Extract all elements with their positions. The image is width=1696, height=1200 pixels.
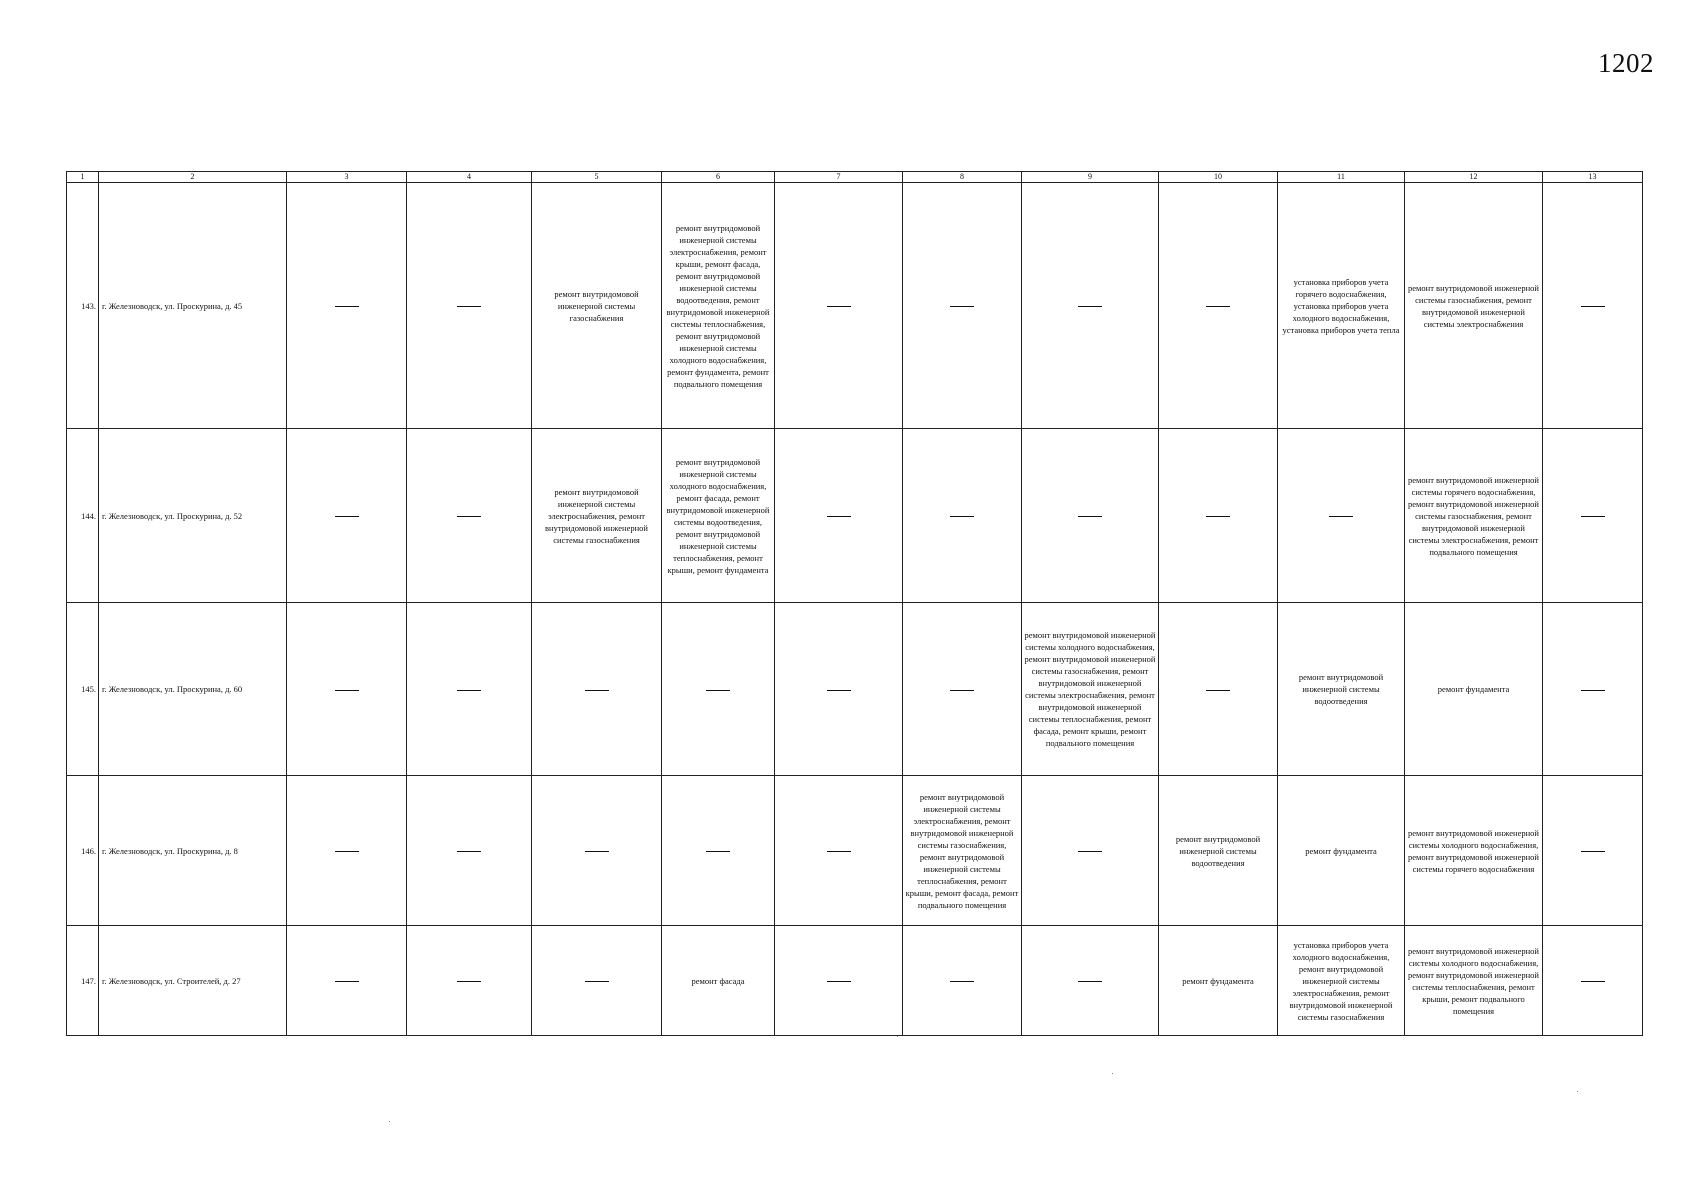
dash-mark bbox=[1078, 306, 1102, 307]
address-cell: г. Железноводск, ул. Проскурина, д. 60 bbox=[99, 603, 287, 776]
dash-mark bbox=[1581, 851, 1605, 852]
dash-mark bbox=[827, 690, 851, 691]
dash-mark bbox=[1206, 516, 1230, 517]
empty-cell bbox=[532, 603, 662, 776]
column-number: 13 bbox=[1543, 172, 1643, 183]
dash-mark bbox=[706, 851, 730, 852]
table-row bbox=[67, 429, 1643, 603]
empty-cell bbox=[903, 429, 1022, 603]
dash-mark bbox=[706, 690, 730, 691]
dash-mark bbox=[335, 690, 359, 691]
empty-cell bbox=[775, 429, 903, 603]
empty-cell bbox=[407, 926, 532, 1036]
column-number: 1 bbox=[67, 172, 99, 183]
work-cell: ремонт внутридомовой инженерной системы газоснабжения, ремонт внутридомовой инженерной системы электроснабжения bbox=[1405, 183, 1543, 429]
empty-cell bbox=[1022, 926, 1159, 1036]
work-cell: ремонт внутридомовой инженерной системы холодного водоснабжения, ремонт внутридомовой инженерной системы горячего водоснабжения bbox=[1405, 776, 1543, 926]
empty-cell bbox=[532, 926, 662, 1036]
table-row bbox=[67, 926, 1643, 1036]
table-body bbox=[67, 172, 1643, 1036]
empty-cell bbox=[1543, 603, 1643, 776]
empty-cell bbox=[407, 183, 532, 429]
work-cell: ремонт внутридомовой инженерной системы электроснабжения, ремонт крыши, ремонт фасада, ремонт внутридомовой инженерной системы водоотведения, ремонт внутридомовой инженерной системы теплоснабжения, ремонт внутридомовой инженерной системы холодного водоснабжения, ремонт фундамента, ремонт подвального помещения bbox=[662, 183, 775, 429]
dash-mark bbox=[827, 306, 851, 307]
empty-cell bbox=[532, 776, 662, 926]
dash-mark bbox=[827, 981, 851, 982]
column-number: 6 bbox=[662, 172, 775, 183]
scan-speck bbox=[897, 1036, 898, 1037]
dash-mark bbox=[585, 851, 609, 852]
column-number: 8 bbox=[903, 172, 1022, 183]
dash-mark bbox=[457, 306, 481, 307]
work-cell: ремонт внутридомовой инженерной системы горячего водоснабжения, ремонт внутридомовой инженерной системы газоснабжения, ремонт внутридомовой инженерной системы электроснабжения, ремонт подвального помещения bbox=[1405, 429, 1543, 603]
row-number: 145. bbox=[67, 603, 99, 776]
row-number: 144. bbox=[67, 429, 99, 603]
address-cell: г. Железноводск, ул. Проскурина, д. 45 bbox=[99, 183, 287, 429]
empty-cell bbox=[775, 926, 903, 1036]
dash-mark bbox=[950, 981, 974, 982]
empty-cell bbox=[287, 429, 407, 603]
empty-cell bbox=[662, 776, 775, 926]
dash-mark bbox=[950, 690, 974, 691]
empty-cell bbox=[1022, 776, 1159, 926]
dash-mark bbox=[1581, 981, 1605, 982]
work-cell: ремонт внутридомовой инженерной системы газоснабжения bbox=[532, 183, 662, 429]
address-cell: г. Железноводск, ул. Проскурина, д. 8 bbox=[99, 776, 287, 926]
work-cell: ремонт внутридомовой инженерной системы холодного водоснабжения, ремонт внутридомовой инженерной системы газоснабжения, ремонт внутридомовой инженерной системы электроснабжения, ремонт внутридомовой инженерной системы теплоснабжения, ремонт фасада, ремонт крыши, ремонт подвального помещения bbox=[1022, 603, 1159, 776]
dash-mark bbox=[585, 690, 609, 691]
address-cell: г. Железноводск, ул. Строителей, д. 27 bbox=[99, 926, 287, 1036]
empty-cell bbox=[1543, 926, 1643, 1036]
dash-mark bbox=[1078, 851, 1102, 852]
work-cell: ремонт внутридомовой инженерной системы электроснабжения, ремонт внутридомовой инженерной системы газоснабжения bbox=[532, 429, 662, 603]
dash-mark bbox=[457, 851, 481, 852]
dash-mark bbox=[1078, 981, 1102, 982]
work-cell: установка приборов учета холодного водоснабжения, ремонт внутридомовой инженерной системы электроснабжения, ремонт внутридомовой инженерной системы газоснабжения bbox=[1278, 926, 1405, 1036]
work-cell: ремонт фундамента bbox=[1405, 603, 1543, 776]
column-number: 3 bbox=[287, 172, 407, 183]
empty-cell bbox=[1159, 603, 1278, 776]
empty-cell bbox=[775, 603, 903, 776]
scan-speck bbox=[1112, 1073, 1113, 1074]
dash-mark bbox=[1581, 516, 1605, 517]
dash-mark bbox=[1581, 306, 1605, 307]
row-number: 146. bbox=[67, 776, 99, 926]
empty-cell bbox=[903, 603, 1022, 776]
work-cell: ремонт внутридомовой инженерной системы водоотведения bbox=[1159, 776, 1278, 926]
empty-cell bbox=[1278, 429, 1405, 603]
empty-cell bbox=[407, 776, 532, 926]
empty-cell bbox=[903, 926, 1022, 1036]
empty-cell bbox=[1022, 183, 1159, 429]
work-cell: ремонт внутридомовой инженерной системы холодного водоснабжения, ремонт внутридомовой инженерной системы теплоснабжения, ремонт крыши, ремонт подвального помещения bbox=[1405, 926, 1543, 1036]
column-number: 4 bbox=[407, 172, 532, 183]
dash-mark bbox=[457, 516, 481, 517]
table-row bbox=[67, 776, 1643, 926]
empty-cell bbox=[287, 603, 407, 776]
table-row bbox=[67, 183, 1643, 429]
dash-mark bbox=[335, 851, 359, 852]
empty-cell bbox=[1159, 183, 1278, 429]
dash-mark bbox=[335, 516, 359, 517]
dash-mark bbox=[1078, 516, 1102, 517]
work-cell: ремонт внутридомовой инженерной системы электроснабжения, ремонт внутридомовой инженерной системы газоснабжения, ремонт внутридомовой инженерной системы теплоснабжения, ремонт крыши, ремонт фасада, ремонт подвального помещения bbox=[903, 776, 1022, 926]
column-number: 11 bbox=[1278, 172, 1405, 183]
empty-cell bbox=[287, 926, 407, 1036]
scan-speck bbox=[389, 1121, 390, 1122]
dash-mark bbox=[827, 516, 851, 517]
empty-cell bbox=[1543, 429, 1643, 603]
empty-cell bbox=[775, 183, 903, 429]
dash-mark bbox=[457, 690, 481, 691]
empty-cell bbox=[775, 776, 903, 926]
work-cell: ремонт внутридомовой инженерной системы холодного водоснабжения, ремонт фасада, ремонт внутридомовой инженерной системы водоотведения, ремонт внутридомовой инженерной системы теплоснабжения, ремонт крыши, ремонт фундамента bbox=[662, 429, 775, 603]
work-cell: установка приборов учета горячего водоснабжения, установка приборов учета холодного водоснабжения, установка приборов учета тепла bbox=[1278, 183, 1405, 429]
column-number: 9 bbox=[1022, 172, 1159, 183]
column-number: 5 bbox=[532, 172, 662, 183]
column-number: 10 bbox=[1159, 172, 1278, 183]
dash-mark bbox=[950, 306, 974, 307]
work-cell: ремонт фундамента bbox=[1159, 926, 1278, 1036]
work-cell: ремонт фундамента bbox=[1278, 776, 1405, 926]
dash-mark bbox=[1581, 690, 1605, 691]
dash-mark bbox=[457, 981, 481, 982]
empty-cell bbox=[407, 429, 532, 603]
table-row bbox=[67, 603, 1643, 776]
address-cell: г. Железноводск, ул. Проскурина, д. 52 bbox=[99, 429, 287, 603]
column-number: 7 bbox=[775, 172, 903, 183]
row-number: 143. bbox=[67, 183, 99, 429]
empty-cell bbox=[287, 776, 407, 926]
page-number: 1202 bbox=[1598, 48, 1654, 78]
dash-mark bbox=[950, 516, 974, 517]
empty-cell bbox=[662, 603, 775, 776]
scan-speck bbox=[1577, 1091, 1578, 1092]
empty-cell bbox=[287, 183, 407, 429]
dash-mark bbox=[827, 851, 851, 852]
row-number: 147. bbox=[67, 926, 99, 1036]
column-number-row bbox=[67, 172, 1643, 183]
dash-mark bbox=[1206, 306, 1230, 307]
column-number: 12 bbox=[1405, 172, 1543, 183]
work-cell: ремонт фасада bbox=[662, 926, 775, 1036]
dash-mark bbox=[1329, 516, 1353, 517]
empty-cell bbox=[1543, 776, 1643, 926]
empty-cell bbox=[407, 603, 532, 776]
column-number: 2 bbox=[99, 172, 287, 183]
empty-cell bbox=[1022, 429, 1159, 603]
dash-mark bbox=[1206, 690, 1230, 691]
dash-mark bbox=[335, 306, 359, 307]
repair-schedule-table bbox=[66, 171, 1643, 1036]
empty-cell bbox=[1543, 183, 1643, 429]
empty-cell bbox=[1159, 429, 1278, 603]
dash-mark bbox=[585, 981, 609, 982]
dash-mark bbox=[335, 981, 359, 982]
work-cell: ремонт внутридомовой инженерной системы водоотведения bbox=[1278, 603, 1405, 776]
empty-cell bbox=[903, 183, 1022, 429]
